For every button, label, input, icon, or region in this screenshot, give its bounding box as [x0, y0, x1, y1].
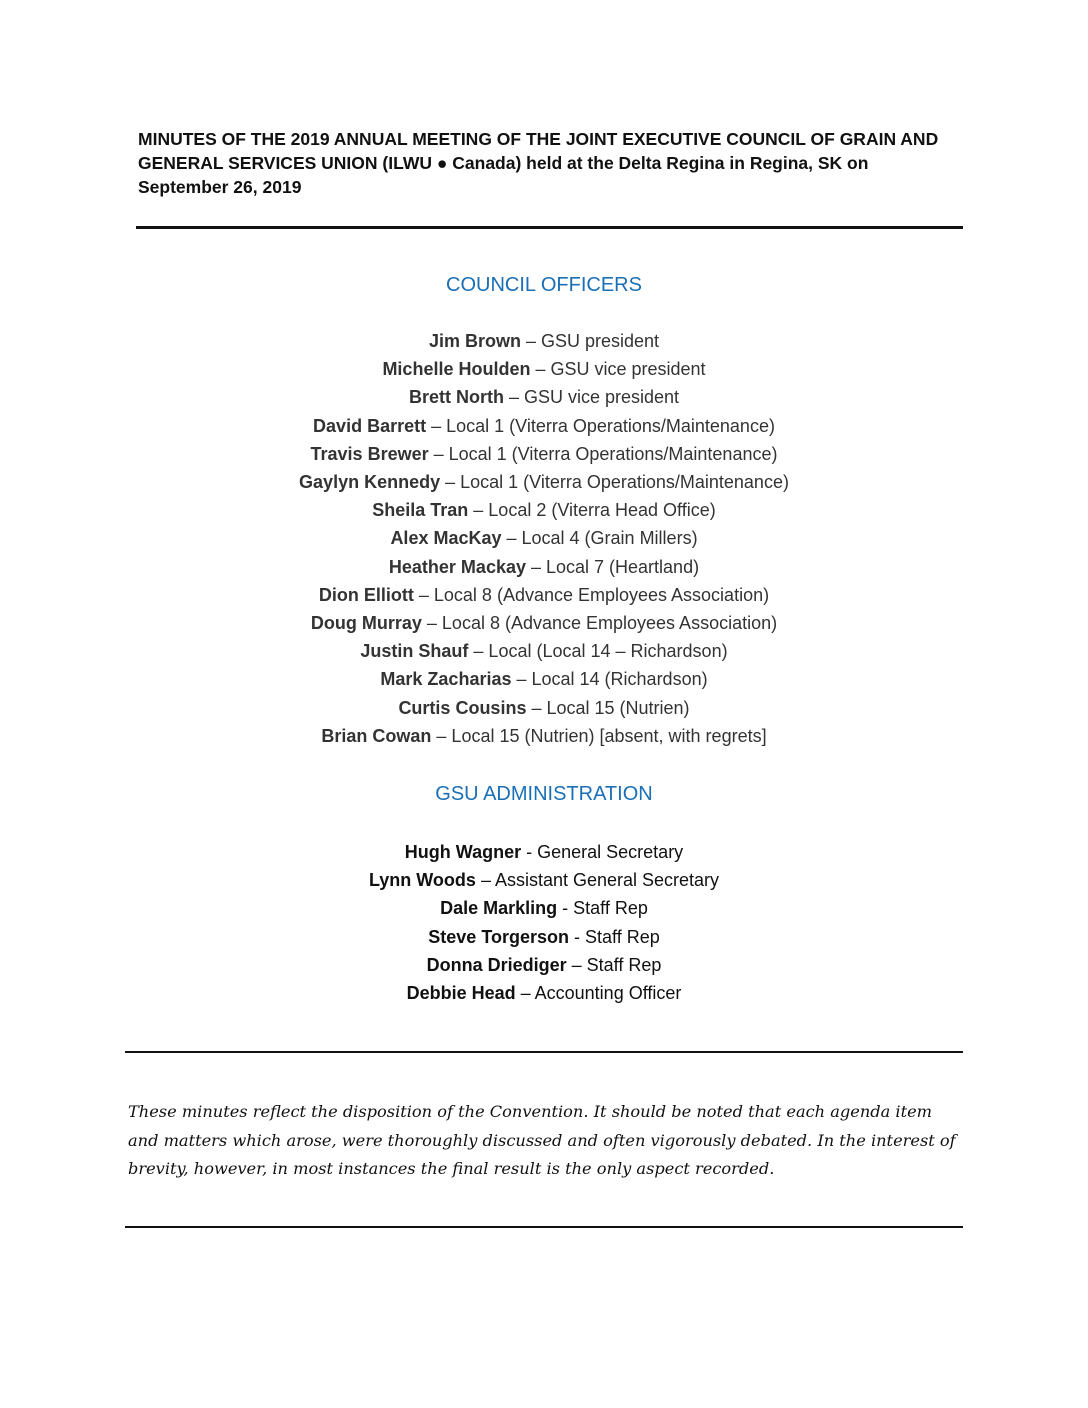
member-name: Dale Markling [440, 898, 558, 919]
member-role: – GSU vice president [503, 387, 680, 408]
disclaimer-top-divider [125, 1051, 963, 1053]
member-name: Sheila Tran [372, 500, 469, 521]
member-name: Dion Elliott [318, 584, 414, 605]
member-name: Lynn Woods [368, 870, 476, 891]
member-entry [0, 894, 1088, 922]
member-role: – Local 1 (Viterra Operations/Maintenance) [426, 415, 775, 436]
member-name: Gaylyn Kennedy [299, 472, 441, 493]
member-entry [0, 496, 1088, 524]
member-name: Debbie Head [406, 983, 516, 1004]
member-role: – Local 14 (Richardson) [511, 669, 708, 690]
member-role: – GSU vice president [530, 359, 706, 380]
member-role: – Local 8 (Advance Employees Association) [421, 613, 778, 634]
member-name: Heather Mackay [388, 556, 526, 577]
member-name: Donna Driediger [426, 954, 567, 975]
member-role: – Local (Local 14 – Richardson) [468, 641, 728, 662]
member-name: Mark Zacharias [380, 669, 512, 690]
member-name: Brett North [408, 387, 504, 408]
member-role: – Local 15 (Nutrien) [526, 697, 690, 718]
member-entry [0, 951, 1088, 979]
member-entry [0, 923, 1088, 951]
member-role: – Staff Rep [566, 954, 662, 975]
disclaimer-note: These minutes reflect the disposition of the Convention. It should be noted that each agenda item and matters which arose, were thoroughly discussed and often vigorously debated. In the interest of brevity, however, in most instances the final result is the only aspect recorded. [128, 1102, 956, 1178]
member-name: Curtis Cousins [398, 697, 527, 718]
member-entry [0, 468, 1088, 496]
member-entry [0, 412, 1088, 440]
member-role: - Staff Rep [557, 898, 648, 919]
member-entry [0, 355, 1088, 383]
member-entry [0, 979, 1088, 1007]
member-entry [0, 553, 1088, 581]
member-entry [0, 327, 1088, 355]
member-name: Justin Shauf [360, 641, 469, 662]
member-name: Steve Torgerson [428, 926, 569, 947]
member-name: Jim Brown [428, 331, 521, 351]
member-name: David Barrett [313, 415, 427, 436]
disclaimer-bottom-divider [125, 1226, 963, 1228]
member-name: Michelle Houlden [382, 359, 531, 380]
member-entry [0, 383, 1088, 411]
member-name: Alex MacKay [390, 528, 502, 549]
member-role: – Local 1 (Viterra Operations/Maintenance) [440, 472, 789, 493]
member-role: – Accounting Officer [515, 983, 682, 1004]
member-role: – Assistant General Secretary [475, 870, 720, 891]
member-entry [0, 694, 1088, 722]
member-role: – Local 4 (Grain Millers) [501, 528, 698, 549]
member-name: Travis Brewer [310, 443, 429, 464]
member-entry [0, 609, 1088, 637]
member-role: – Local 2 (Viterra Head Office) [468, 500, 716, 521]
member-name: Brian Cowan [321, 725, 432, 746]
gsu-administration-list [0, 838, 1088, 1007]
member-entry [0, 581, 1088, 609]
member-entry [0, 838, 1088, 866]
member-role: - Staff Rep [569, 926, 660, 947]
gsu-administration-heading: GSU ADMINISTRATION [435, 783, 653, 805]
member-entry [0, 665, 1088, 693]
member-role: – GSU president [520, 331, 660, 351]
member-entry [0, 722, 1088, 750]
member-role: – Local 15 (Nutrien) [absent, with regrets] [431, 725, 767, 746]
header-divider [136, 226, 963, 229]
member-role: – Local 7 (Heartland) [525, 556, 700, 577]
member-name: Hugh Wagner [404, 842, 522, 862]
member-role: – Local 1 (Viterra Operations/Maintenance) [428, 443, 778, 464]
member-entry [0, 637, 1088, 665]
member-name: Doug Murray [310, 613, 422, 634]
council-officers-list [0, 327, 1088, 750]
member-entry [0, 524, 1088, 552]
document-title: MINUTES OF THE 2019 ANNUAL MEETING OF THE JOINT EXECUTIVE COUNCIL OF GRAIN AND GENERAL SERVICES UNION (ILWU ● Canada) held at the Delta Regina in Regina, SK on September 26, 2019 [138, 129, 939, 197]
member-role: – Local 8 (Advance Employees Association) [413, 584, 770, 605]
member-entry [0, 440, 1088, 468]
council-officers-heading: COUNCIL OFFICERS [446, 274, 642, 296]
member-entry [0, 866, 1088, 894]
member-role: - General Secretary [521, 842, 684, 862]
